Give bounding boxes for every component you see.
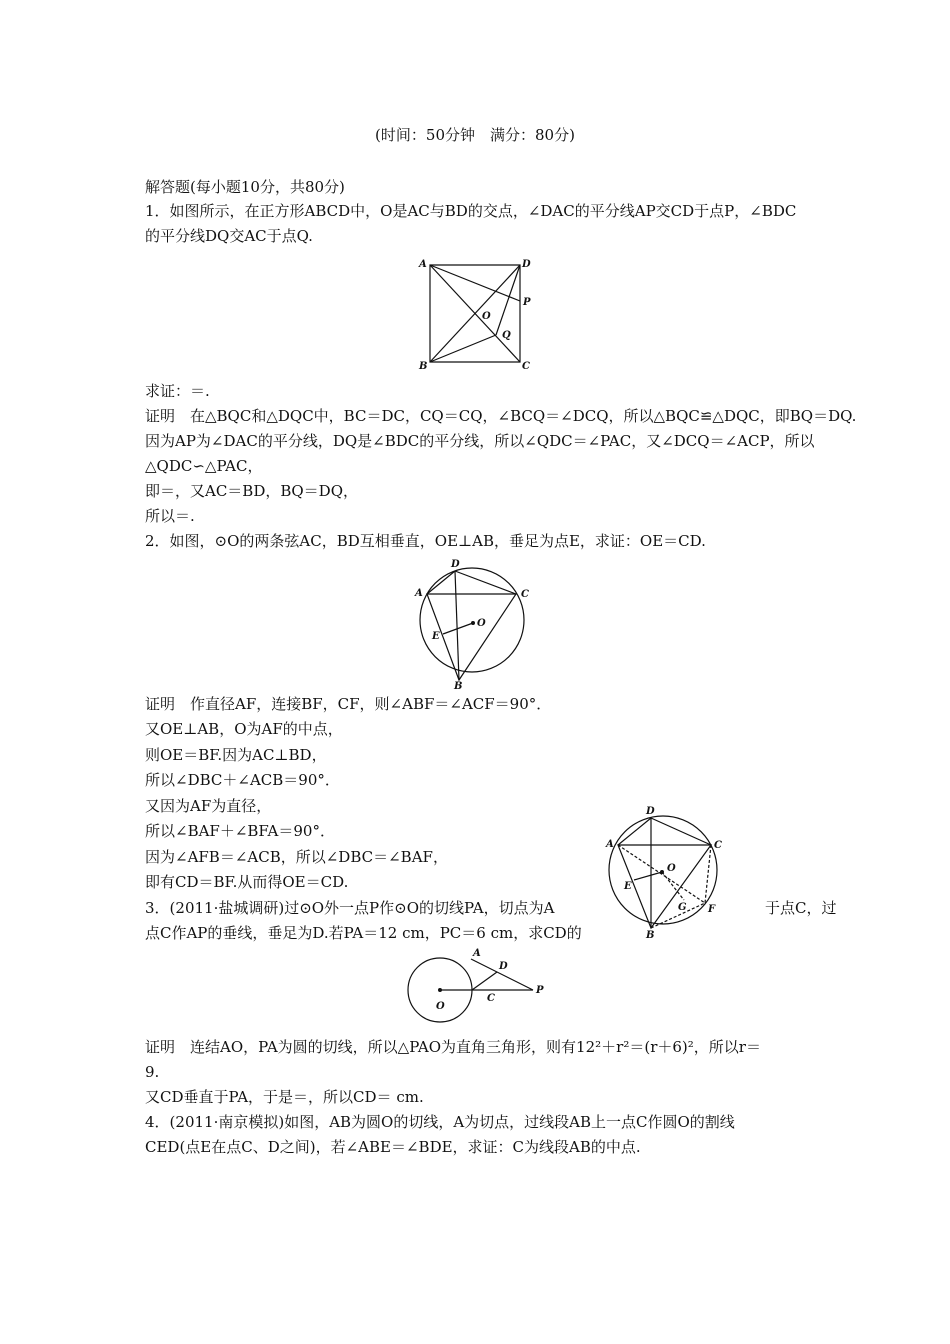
- problem1-line2: 的平分线DQ交AC于点Q.: [145, 227, 313, 245]
- problem4-line1: 4．(2011·南京模拟)如图，AB为圆O的切线，A为切点，过线段AB上一点C作圆O的割线: [145, 1113, 735, 1131]
- label-q: Q: [502, 330, 511, 341]
- label-p: P: [536, 985, 544, 996]
- section-title: 解答题(每小题10分，共80分): [145, 178, 345, 196]
- label-a: A: [606, 839, 614, 850]
- problem3-line2: 点C作AP的垂线，垂足为D.若PA＝12 cm，PC＝6 cm，求CD的: [145, 924, 582, 942]
- problem4-line2: CED(点E在点C、D之间)，若∠ABE＝∠BDE，求证：C为线段AB的中点.: [145, 1138, 641, 1156]
- figure-tangent: [405, 945, 555, 1040]
- label-a: A: [415, 588, 423, 599]
- proof2-line6: 所以∠BAF＋∠BFA＝90°．: [145, 822, 335, 840]
- label-o: O: [436, 1001, 445, 1012]
- label-o: O: [482, 311, 491, 322]
- label-d: D: [646, 806, 655, 817]
- proof2-line2: 又OE⊥AB，O为AF的中点，: [145, 720, 343, 738]
- label-a: A: [473, 948, 481, 959]
- segment-dc: [455, 571, 516, 594]
- segment-bq: [430, 335, 496, 362]
- label-c: C: [714, 840, 722, 851]
- proof1-line3: △QDC∽△PAC，: [145, 457, 263, 475]
- figure-square-abcd: [410, 255, 550, 375]
- problem1-claim: 求证：＝.: [145, 382, 210, 400]
- label-d: D: [522, 259, 531, 270]
- label-e: E: [624, 881, 632, 892]
- label-c: C: [521, 589, 529, 600]
- proof1-line2: 因为AP为∠DAC的平分线，DQ是∠BDC的平分线，所以∠QDC＝∠PAC，又∠DCQ＝∠ACP，所以: [145, 432, 815, 450]
- proof2-line1: 证明 作直径AF，连接BF，CF，则∠ABF＝∠ACF＝90°．: [145, 695, 552, 713]
- chord-bd: [455, 571, 459, 680]
- center-o-dot: [660, 870, 664, 874]
- center-o-dot: [471, 621, 475, 625]
- proof3-line1: 证明 连结AO，PA为圆的切线，所以△PAO为直角三角形，则有12²＋r²＝(r＋6)²，所以r＝: [145, 1038, 761, 1056]
- problem2-line1: 2．如图，⊙O的两条弦AC，BD互相垂直，OE⊥AB，垂足为点E，求证：OE＝CD.: [145, 532, 706, 550]
- proof3-line2: 9.: [145, 1063, 160, 1081]
- label-f: F: [708, 904, 716, 915]
- label-a: A: [419, 259, 427, 270]
- label-d: D: [499, 961, 508, 972]
- label-d: D: [451, 559, 460, 570]
- proof2-line7: 因为∠AFB＝∠ACB，所以∠DBC＝∠BAF，: [145, 848, 448, 866]
- segment-oe: [443, 623, 473, 634]
- proof2-line8: 即有CD＝BF.从而得OE＝CD.: [145, 873, 349, 891]
- segment-cd: [472, 972, 497, 990]
- proof2-line4: 所以∠DBC＋∠ACB＝90°．: [145, 771, 340, 789]
- label-g: G: [678, 902, 687, 913]
- circle-o: [420, 568, 524, 672]
- figure-circle-chords: [410, 555, 550, 690]
- label-e: E: [432, 631, 440, 642]
- proof2-line3: 则OE＝BF.因为AC⊥BD，: [145, 746, 327, 764]
- bisector-ap: [430, 265, 520, 301]
- label-b: B: [454, 681, 463, 692]
- segment-ad: [427, 571, 455, 594]
- center-o-dot: [438, 988, 442, 992]
- proof1-line5: 所以＝.: [145, 507, 195, 525]
- page-header: (时间：50分钟 满分：80分): [375, 126, 575, 144]
- label-c: C: [522, 361, 530, 372]
- problem3-line1-tail: 于点C，过: [765, 899, 837, 917]
- proof3-line3: 又CD垂直于PA，于是＝，所以CD＝ cm.: [145, 1088, 424, 1106]
- label-o: O: [667, 863, 676, 874]
- problem1-line1: 1．如图所示，在正方形ABCD中，O是AC与BD的交点，∠DAC的平分线AP交CD于点P，∠BDC: [145, 202, 797, 220]
- label-p: P: [523, 297, 531, 308]
- proof1-line1: 证明 在△BQC和△DQC中，BC＝DC，CQ＝CQ，∠BCQ＝∠DCQ，所以△BQC≌△DQC，即BQ＝DQ.: [145, 407, 857, 425]
- label-b: B: [646, 930, 655, 941]
- triangle-acb: [427, 594, 516, 680]
- label-b: B: [419, 361, 428, 372]
- problem3-line1: 3．(2011·盐城调研)过⊙O外一点P作⊙O的切线PA，切点为A: [145, 899, 555, 917]
- figure-circle-diameter: [598, 800, 738, 945]
- label-c: C: [487, 993, 495, 1004]
- proof1-line4: 即＝，又AC＝BD，BQ＝DQ，: [145, 482, 359, 500]
- label-o: O: [477, 618, 486, 629]
- proof2-line5: 又因为AF为直径，: [145, 797, 272, 815]
